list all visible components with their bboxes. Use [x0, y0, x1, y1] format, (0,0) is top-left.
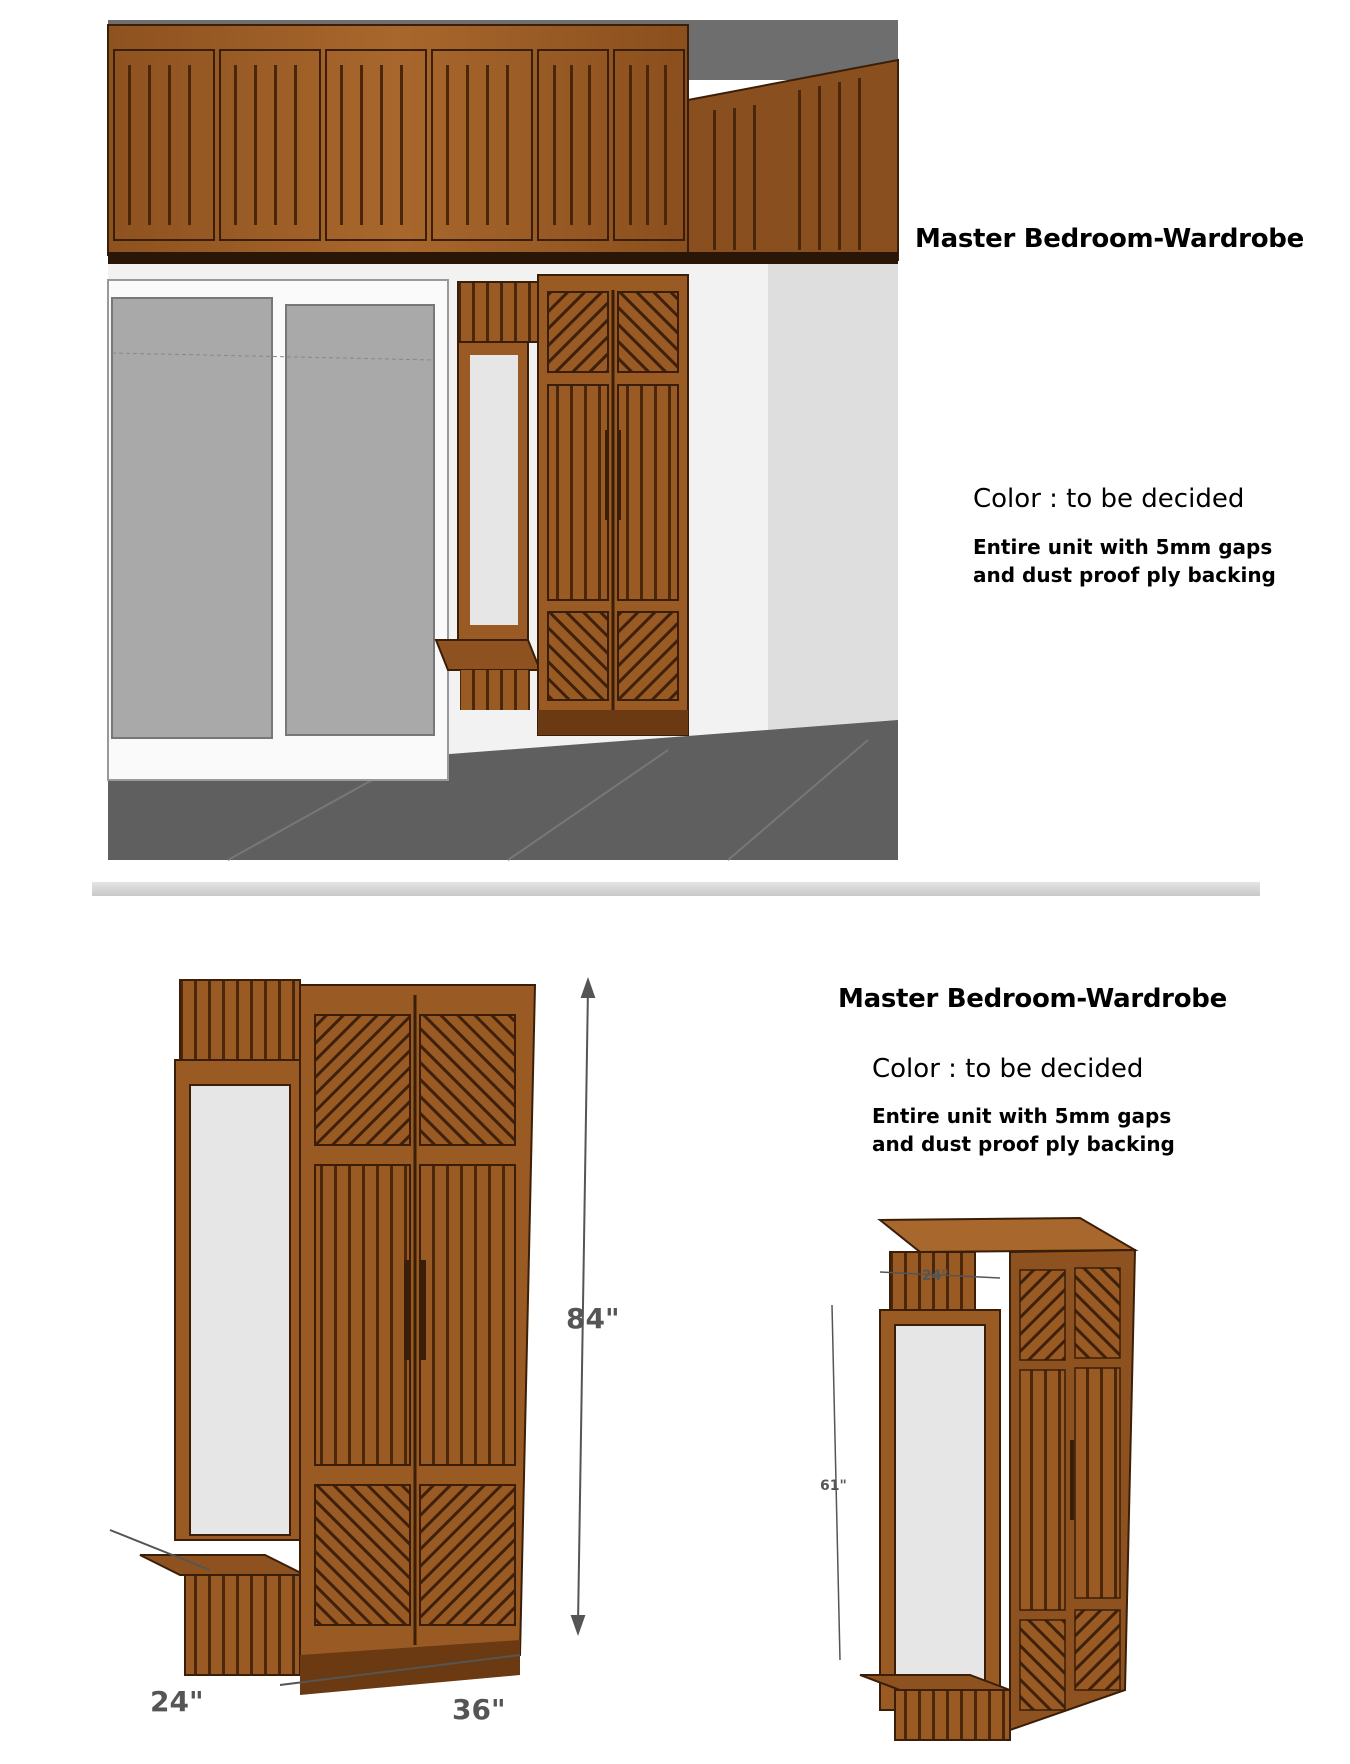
- bottom-note-line-1: Entire unit with 5mm gaps: [872, 1104, 1172, 1128]
- dimension-height: 84": [566, 1302, 620, 1335]
- bottom-title: Master Bedroom-Wardrobe: [838, 984, 1227, 1014]
- top-color-note: Color : to be decided: [973, 484, 1245, 514]
- dimension-mirror-width: 24": [922, 1268, 949, 1284]
- bottom-color-note: Color : to be decided: [872, 1054, 1144, 1084]
- wardrobe-front-drawing: [110, 975, 630, 1735]
- top-title: Master Bedroom-Wardrobe: [915, 224, 1304, 254]
- room-render: [108, 20, 898, 860]
- dimension-width: 36": [452, 1693, 506, 1726]
- wardrobe-side-drawing: [820, 1210, 1150, 1750]
- dimension-mirror-height: 61": [820, 1478, 847, 1494]
- top-note-line-1: Entire unit with 5mm gaps: [973, 535, 1273, 559]
- bottom-construction-note: [872, 1102, 1175, 1158]
- section-divider: [92, 882, 1260, 896]
- bottom-note-line-2: and dust proof ply backing: [872, 1132, 1175, 1156]
- dimension-depth: 24": [150, 1685, 204, 1718]
- top-construction-note: [973, 533, 1276, 589]
- top-note-line-2: and dust proof ply backing: [973, 563, 1276, 587]
